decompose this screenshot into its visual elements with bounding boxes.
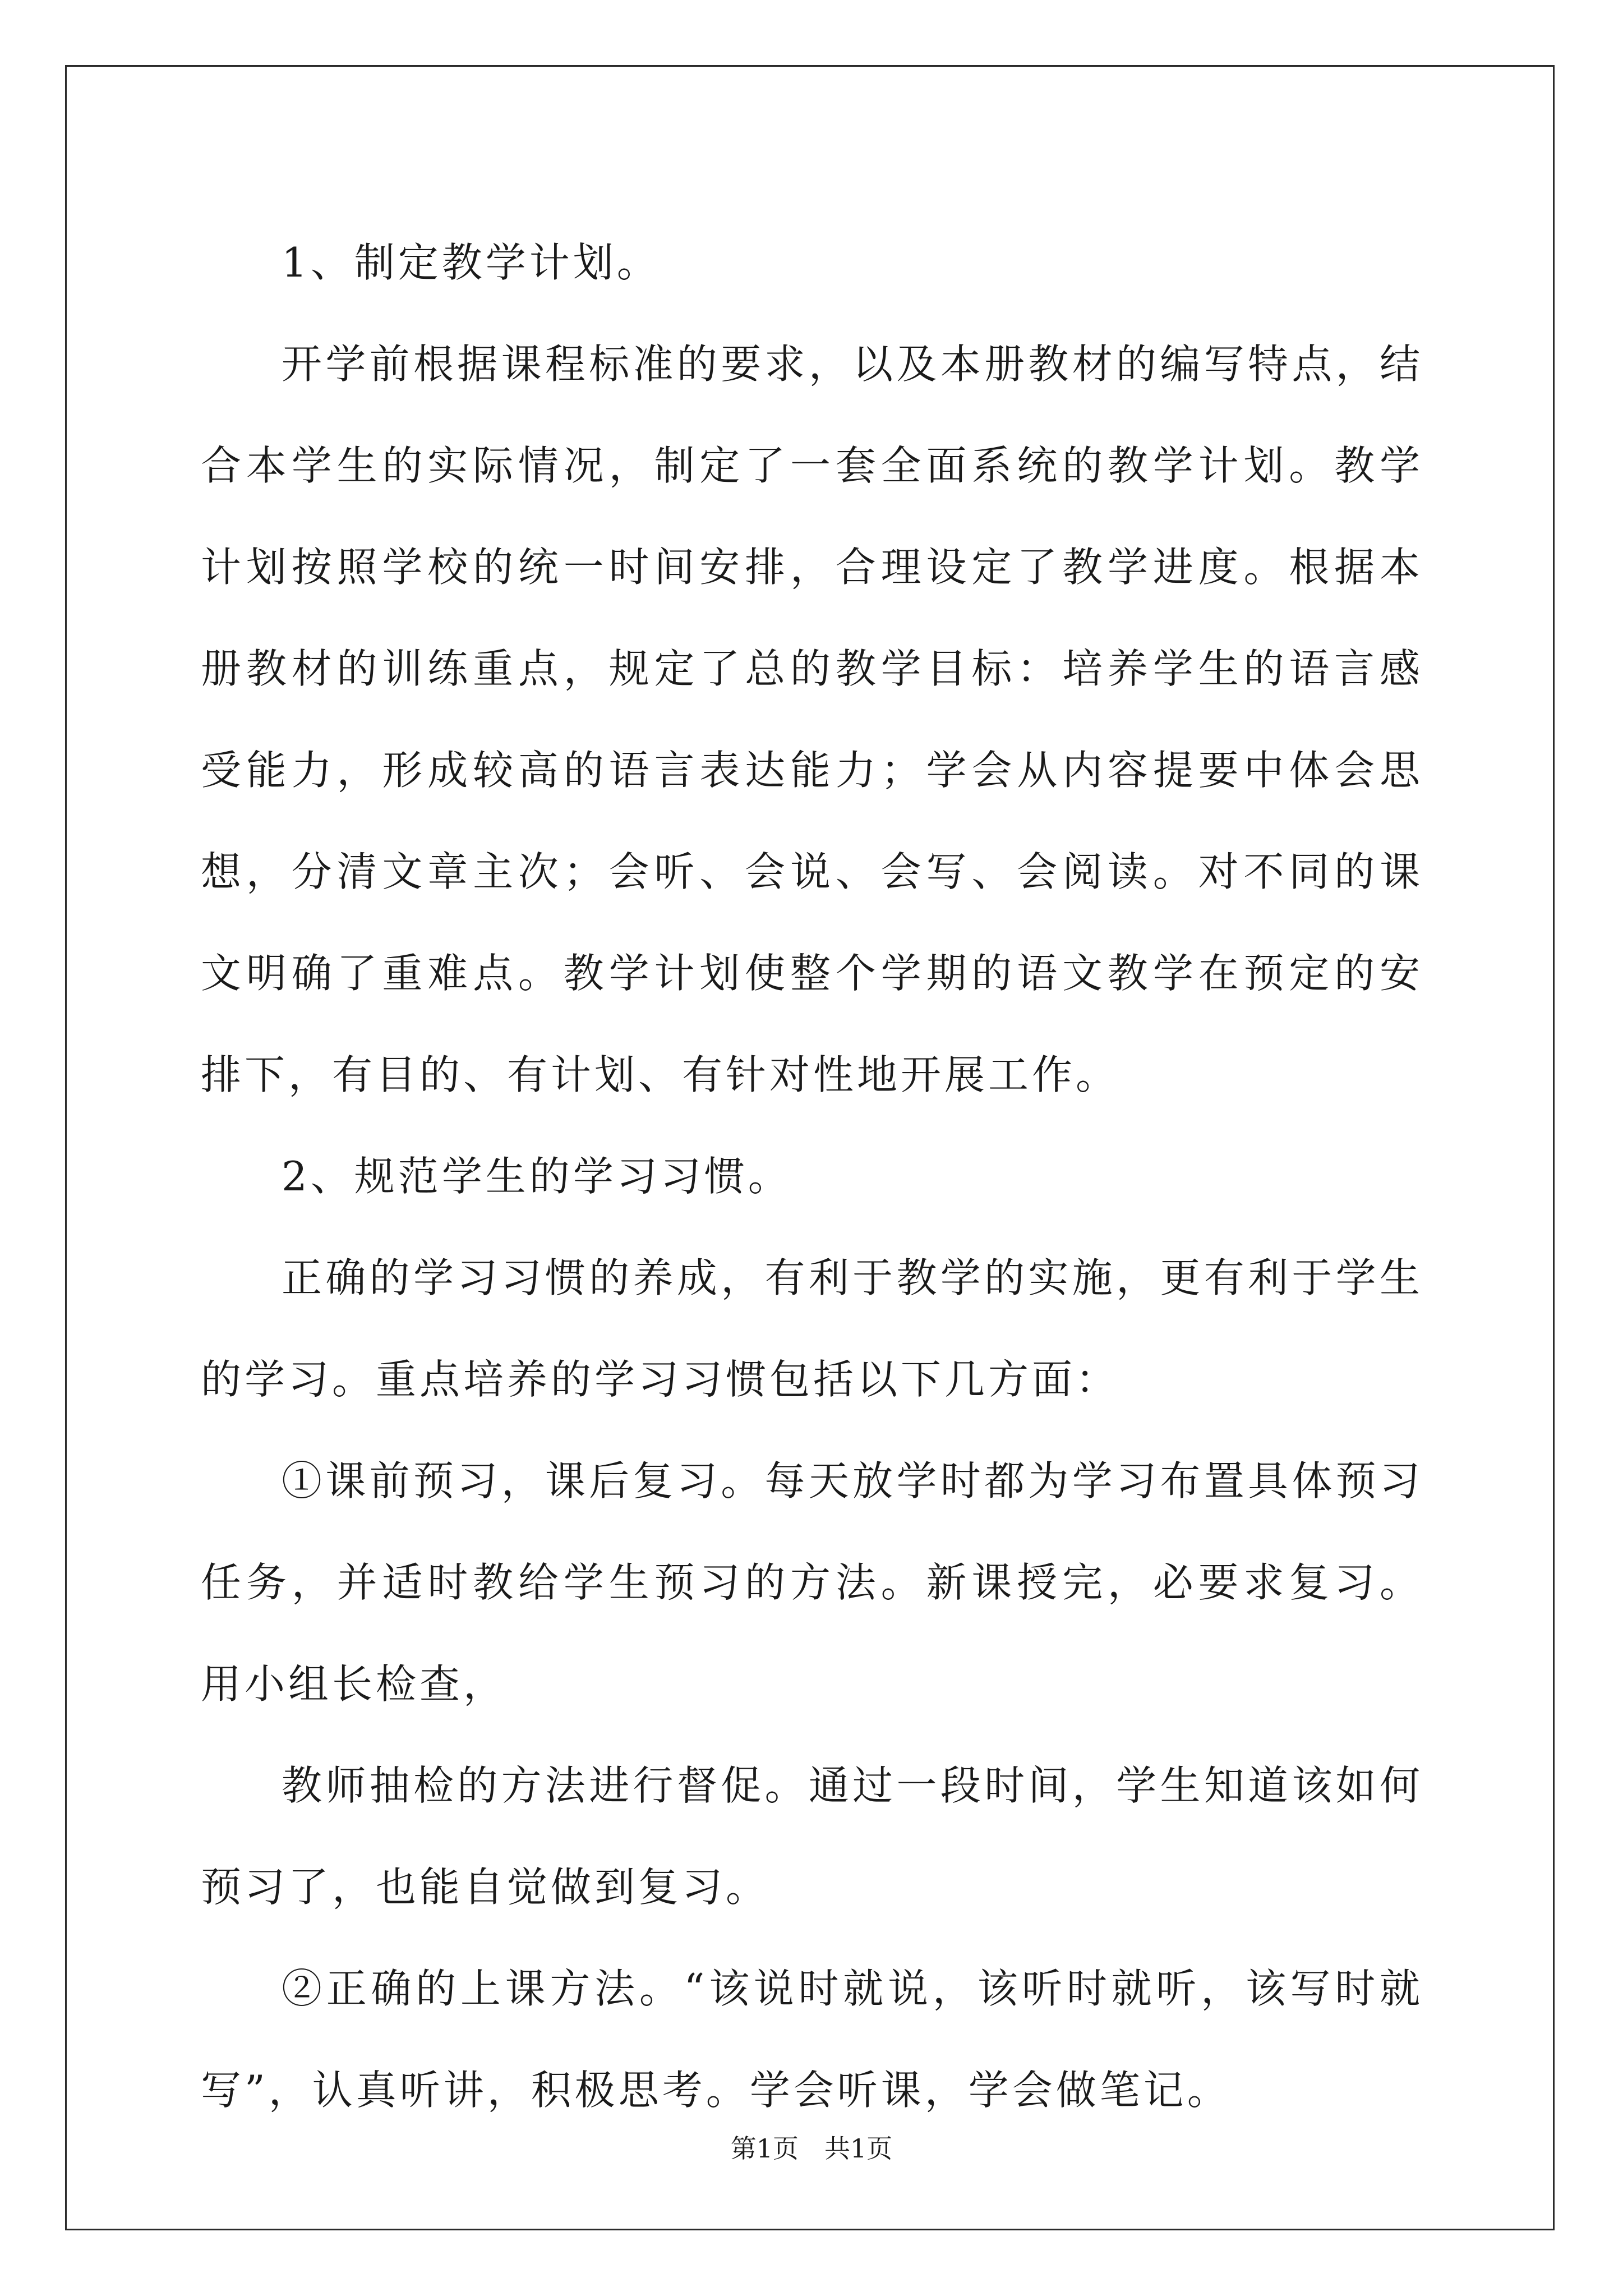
paragraph-supervision: 教师抽检的方法进行督促。通过一段时间，学生知道该如何预习了，也能自觉做到复习。 bbox=[201, 1762, 1423, 1911]
page-number-current: 第1页 bbox=[730, 2133, 799, 2164]
paragraph-study-habits: 正确的学习习惯的养成，有利于教学的实施，更有利于学生的学习。重点培养的学习习惯包括以下几方面： bbox=[201, 1254, 1423, 1403]
paragraph-heading-2: 2、规范学生的学习习惯。 bbox=[282, 1153, 792, 1200]
paragraph-heading-1: 1、制定教学计划。 bbox=[282, 239, 661, 286]
paragraph-class-method: ②正确的上课方法。“该说时就说，该听时就听，该写时就写”，认真听讲，积极思考。学会听课，学会做笔记。 bbox=[201, 1965, 1423, 2114]
page-number-total: 共1页 bbox=[824, 2133, 893, 2164]
paragraph-preview-review: ①课前预习，课后复习。每天放学时都为学习布置具体预习任务，并适时教给学生预习的方法。新课授完，必要求复习。用小组长检查， bbox=[201, 1457, 1423, 1708]
page-footer bbox=[0, 2132, 1623, 2165]
document-body bbox=[201, 212, 1423, 2141]
paragraph-teaching-plan: 开学前根据课程标准的要求，以及本册教材的编写特点，结合本学生的实际情况，制定了一套全面系统的教学计划。教学计划按照学校的统一时间安排，合理设定了教学进度。根据本册教材的训练重点，规定了总的教学目标：培养学生的语言感受能力，形成较高的语言表达能力；学会从内容提要中体会思想，分清文章主次；会听、会说、会写、会阅读。对不同的课文明确了重难点。教学计划使整个学期的语文教学在预定的安排下，有目的、有计划、有针对性地开展工作。 bbox=[201, 341, 1423, 1098]
